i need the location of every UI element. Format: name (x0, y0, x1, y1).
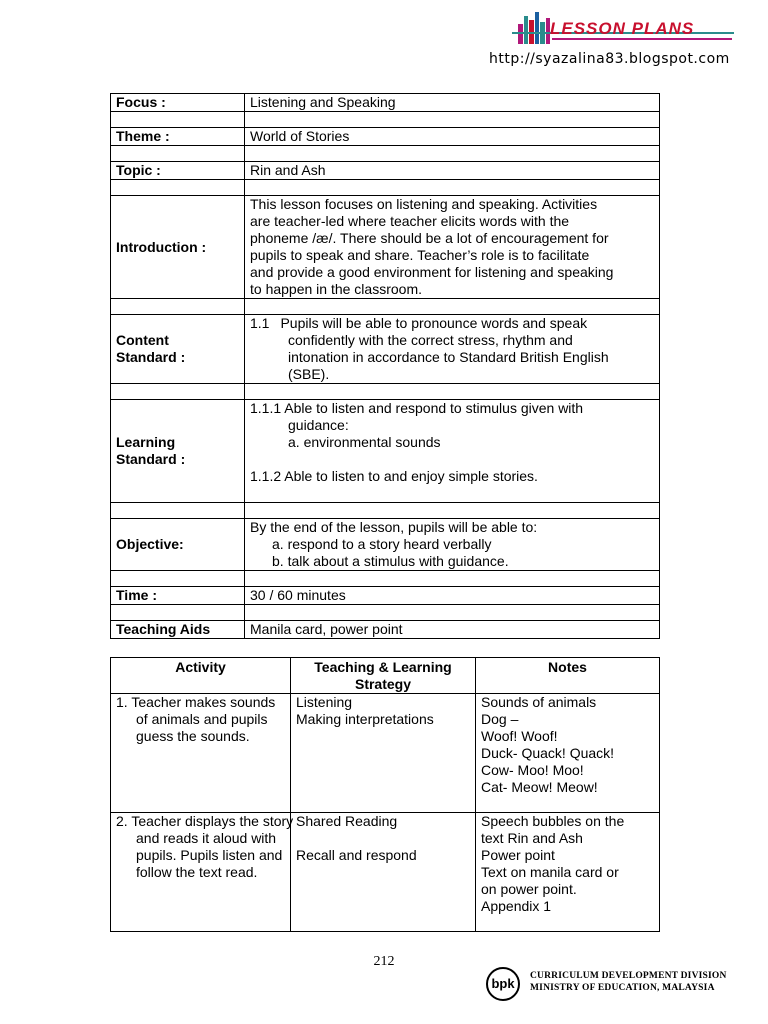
activities-header-row (111, 658, 660, 694)
introduction-line: phoneme /æ/. There should be a lot of encouragement for (250, 230, 609, 246)
lesson-plans-logo (512, 10, 734, 46)
content-standard-text (245, 315, 660, 384)
learning-standard-text (245, 400, 660, 503)
activity-row (111, 694, 660, 813)
strategy-header (291, 658, 476, 694)
introduction-label: Introduction : (111, 196, 245, 299)
strategy-cell (291, 813, 476, 932)
note-item: Text on manila card or (481, 864, 619, 880)
lesson-plan-table (110, 93, 660, 639)
note-item: text Rin and Ash (481, 830, 583, 846)
objective-item: b. talk about a stimulus with guidance. (272, 553, 509, 569)
strategy-item: Shared Reading (296, 813, 398, 829)
content-standard-line: (SBE). (288, 366, 330, 382)
introduction-line: and provide a good environment for listening and speaking (250, 264, 614, 280)
strategy-header-line: Teaching & Learning (314, 659, 452, 675)
content-standard-label (111, 315, 245, 384)
activity-cell (111, 694, 291, 813)
learning-standard-row (111, 400, 660, 503)
activity-text: 1. Teacher makes sounds of animals and pupils guess the sounds. (116, 694, 276, 744)
learning-standard-subitem: a. environmental sounds (288, 434, 441, 450)
strategy-item: Making interpretations (296, 711, 434, 727)
note-item: Dog – (481, 711, 519, 727)
bpk-logo-icon (484, 966, 522, 1002)
notes-cell (476, 694, 660, 813)
objective-label: Objective: (111, 519, 245, 571)
spacer-row (111, 605, 660, 621)
note-item: Duck- Quack! Quack! (481, 745, 615, 761)
spacer-row (111, 146, 660, 162)
learning-standard-label-line: Standard : (116, 451, 186, 467)
introduction-row (111, 196, 660, 299)
spacer-row (111, 503, 660, 519)
time-value: 30 / 60 minutes (245, 587, 660, 605)
activities-table (110, 657, 660, 932)
footer-institution (530, 970, 727, 994)
strategy-item: Recall and respond (296, 847, 417, 863)
objective-item: a. respond to a story heard verbally (272, 536, 492, 552)
activity-cell (111, 813, 294, 932)
theme-value: World of Stories (245, 128, 660, 146)
page-number: 212 (373, 954, 395, 969)
learning-standard-label (111, 400, 245, 503)
teaching-aids-row (111, 621, 660, 639)
learning-standard-item: 1.1.1 Able to listen and respond to stimulus given with (250, 400, 584, 416)
spacer-row (111, 571, 660, 587)
introduction-text (245, 196, 660, 299)
teaching-aids-value: Manila card, power point (245, 621, 660, 639)
notes-header: Notes (476, 658, 660, 694)
blog-url: http://syazalina83.blogspot.com (489, 51, 730, 67)
focus-row (111, 94, 660, 112)
spacer-row (111, 180, 660, 196)
activity-row (111, 813, 660, 932)
theme-label: Theme : (111, 128, 245, 146)
topic-value: Rin and Ash (245, 162, 660, 180)
introduction-line: pupils to speak and share. Teacher’s role is to facilitate (250, 247, 590, 263)
focus-value: Listening and Speaking (245, 94, 660, 112)
introduction-line: This lesson focuses on listening and speaking. Activities (250, 196, 598, 212)
introduction-line: to happen in the classroom. (250, 281, 422, 297)
content-standard-line: confidently with the correct stress, rhythm and (288, 332, 573, 348)
content-standard-line: intonation in accordance to Standard British English (288, 349, 609, 365)
topic-row (111, 162, 660, 180)
content-standard-label-line: Content (116, 332, 169, 348)
content-standard-number: 1.1 (250, 315, 270, 331)
strategy-header-line: Strategy (354, 676, 412, 692)
strategy-item: Listening (296, 694, 353, 710)
objective-text (245, 519, 660, 571)
content-standard-label-line: Standard : (116, 349, 186, 365)
notes-cell (476, 813, 660, 932)
learning-standard-item: 1.1.2 Able to listen to and enjoy simple stories. (250, 468, 538, 484)
content-standard-row (111, 315, 660, 384)
spacer-row (111, 299, 660, 315)
note-item: Cow- Moo! Moo! (481, 762, 584, 778)
note-item: Woof! Woof! (481, 728, 558, 744)
bpk-logo (484, 966, 522, 1002)
time-row (111, 587, 660, 605)
focus-label: Focus : (111, 94, 245, 112)
objective-row (111, 519, 660, 571)
spacer-row (111, 112, 660, 128)
theme-row (111, 128, 660, 146)
introduction-line: are teacher-led where teacher elicits words with the (250, 213, 570, 229)
footer-line: MINISTRY OF EDUCATION, MALAYSIA (530, 983, 715, 993)
objective-intro: By the end of the lesson, pupils will be able to: (250, 519, 538, 535)
note-item: Sounds of animals (481, 694, 597, 710)
activity-text: 2. Teacher displays the story and reads it aloud with pupils. Pupils listen and follow the text read. (116, 813, 294, 880)
note-item: Power point (481, 847, 555, 863)
footer-line: CURRICULUM DEVELOPMENT DIVISION (530, 971, 727, 981)
spacer-row (111, 384, 660, 400)
note-item: on power point. (481, 881, 577, 897)
learning-standard-label-line: Learning (116, 434, 176, 450)
note-item: Appendix 1 (481, 898, 552, 914)
activity-header: Activity (111, 658, 291, 694)
time-label: Time : (111, 587, 245, 605)
logo-text: LESSON PLANS (550, 19, 695, 38)
learning-standard-item: guidance: (288, 417, 349, 433)
bpk-logo-text: bpk (491, 976, 515, 991)
note-item: Cat- Meow! Meow! (481, 779, 598, 795)
note-item: Speech bubbles on the (481, 813, 625, 829)
content-standard-line: Pupils will be able to pronounce words and speak (280, 315, 588, 331)
topic-label: Topic : (111, 162, 245, 180)
strategy-cell (291, 694, 476, 813)
teaching-aids-label: Teaching Aids (111, 621, 245, 639)
